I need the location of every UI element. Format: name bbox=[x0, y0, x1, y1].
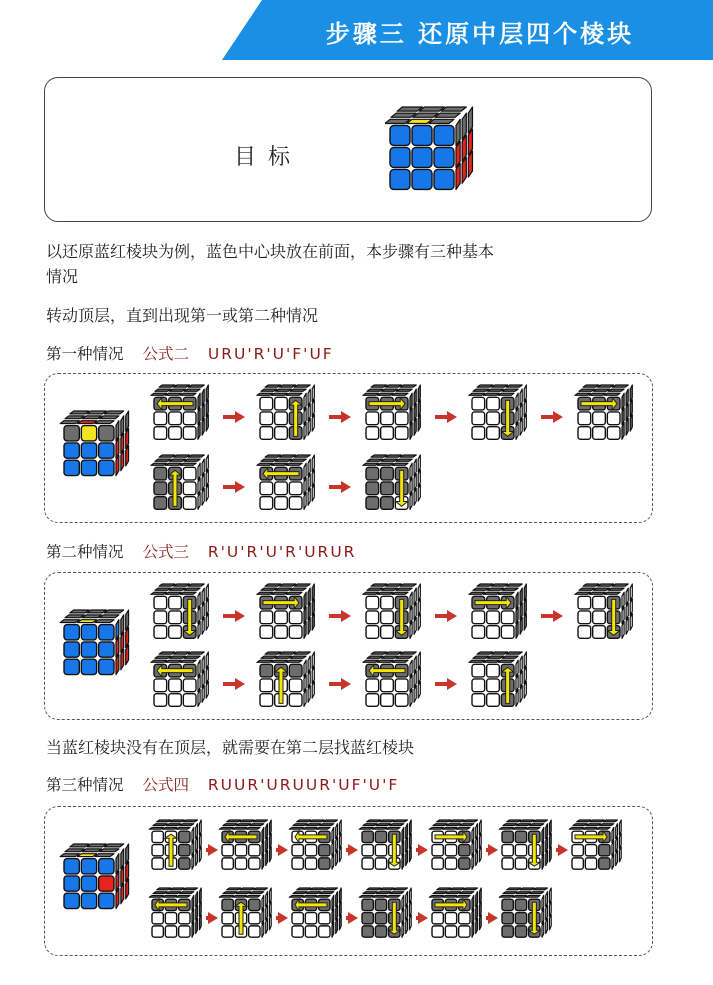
step-arrow-icon bbox=[346, 844, 358, 856]
case-2-step-cube-5 bbox=[575, 584, 632, 638]
step-arrow-icon bbox=[541, 411, 563, 423]
goal-label: 目标 bbox=[234, 145, 303, 170]
step-arrow-icon bbox=[541, 610, 563, 622]
case-1-heading bbox=[46, 342, 334, 364]
case-3-step-cube-9 bbox=[219, 888, 271, 937]
intro-line-1: 以还原蓝红棱块为例，蓝色中心块放在前面，本步骤有三种基本 bbox=[46, 242, 495, 261]
case-2-step-cube-1 bbox=[151, 584, 208, 638]
step-arrow-icon bbox=[329, 610, 351, 622]
step-arrow-icon bbox=[435, 610, 457, 622]
case-3-heading bbox=[46, 773, 399, 795]
case-1-step-cube-2 bbox=[257, 385, 314, 439]
case-1-name: 第一种情况 bbox=[46, 345, 124, 363]
case-2-step-cube-6 bbox=[151, 652, 208, 706]
case-3-step-cube-4 bbox=[359, 820, 411, 869]
intro-line-2: 情况 bbox=[46, 267, 79, 286]
case-3-step-cube-1 bbox=[149, 820, 201, 869]
case-3-start-cube bbox=[60, 844, 128, 909]
case-3-step-cube-10 bbox=[289, 888, 341, 937]
case-3-step-cube-12 bbox=[429, 888, 481, 937]
case-3-step-cube-11 bbox=[359, 888, 411, 937]
case-3-diagram bbox=[45, 807, 651, 954]
step-arrow-icon bbox=[276, 912, 288, 924]
case-1-step-cube-4 bbox=[469, 385, 526, 439]
step-arrow-icon bbox=[206, 912, 218, 924]
step-arrow-icon bbox=[223, 678, 245, 690]
case-3-step-cube-2 bbox=[219, 820, 271, 869]
case-2-diagram bbox=[45, 573, 651, 718]
step-arrow-icon bbox=[416, 844, 428, 856]
case-1-step-cube-1 bbox=[151, 385, 208, 439]
case-2-step-cube-3 bbox=[363, 584, 420, 638]
step-arrow-icon bbox=[329, 678, 351, 690]
case-2-step-cube-2 bbox=[257, 584, 314, 638]
case-2-start-cube bbox=[60, 610, 128, 675]
case-3-step-cube-8 bbox=[149, 888, 201, 937]
case-1-formula-name: 公式二 bbox=[142, 345, 189, 363]
header-banner bbox=[222, 0, 713, 60]
case-1-step-cube-8 bbox=[363, 455, 420, 509]
case-2-formula: R'U'R'U'R'URUR bbox=[207, 543, 357, 561]
case-2-step-cube-4 bbox=[469, 584, 526, 638]
step-arrow-icon bbox=[556, 844, 568, 856]
case-2-box bbox=[44, 572, 653, 720]
step-arrow-icon bbox=[223, 411, 245, 423]
case-3-formula: RUUR'URUUR'UF'U'F bbox=[207, 776, 400, 794]
case-2-heading bbox=[46, 540, 356, 562]
case-2-name: 第二种情况 bbox=[46, 543, 124, 561]
case-2-step-cube-9 bbox=[469, 652, 526, 706]
case-3-step-cube-3 bbox=[289, 820, 341, 869]
step-arrow-icon bbox=[223, 610, 245, 622]
case-3-step-cube-7 bbox=[569, 820, 621, 869]
step-arrow-icon bbox=[486, 912, 498, 924]
case-2-step-cube-7 bbox=[257, 652, 314, 706]
case-2-step-cube-8 bbox=[363, 652, 420, 706]
step-arrow-icon bbox=[329, 411, 351, 423]
step-arrow-icon bbox=[276, 844, 288, 856]
case-1-step-cube-3 bbox=[363, 385, 420, 439]
step-arrow-icon bbox=[329, 481, 351, 493]
step-arrow-icon bbox=[223, 481, 245, 493]
case-1-step-cube-7 bbox=[257, 455, 314, 509]
step-arrow-icon bbox=[435, 678, 457, 690]
step-arrow-icon bbox=[435, 411, 457, 423]
case-3-step-cube-6 bbox=[499, 820, 551, 869]
case-1-diagram bbox=[45, 374, 651, 521]
goal-cube-shape bbox=[385, 107, 472, 189]
case-2-formula-name: 公式三 bbox=[142, 543, 189, 561]
case-1-box bbox=[44, 373, 653, 523]
goal-cube bbox=[385, 102, 485, 206]
case-3-step-cube-5 bbox=[429, 820, 481, 869]
goal-cube-icon bbox=[385, 102, 485, 202]
case-1-step-cube-6 bbox=[151, 455, 208, 509]
case-3-formula-name: 公式四 bbox=[142, 776, 189, 794]
step-arrow-icon bbox=[206, 844, 218, 856]
case-3-note: 当蓝红棱块没有在顶层，就需要在第二层找蓝红棱块 bbox=[46, 738, 415, 757]
case-3-step-cube-13 bbox=[499, 888, 551, 937]
goal-box bbox=[44, 77, 652, 222]
step-arrow-icon bbox=[346, 912, 358, 924]
case-3-box bbox=[44, 806, 653, 956]
step-arrow-icon bbox=[416, 912, 428, 924]
page-title: 步骤三 还原中层四个棱块 bbox=[325, 20, 635, 48]
case-3-name: 第三种情况 bbox=[46, 776, 124, 794]
case-1-step-cube-5 bbox=[575, 385, 632, 439]
intro-line-3: 转动顶层，直到出现第一或第二种情况 bbox=[46, 306, 319, 325]
case-1-formula: URU'R'U'F'UF bbox=[207, 345, 334, 363]
case-1-start-cube bbox=[60, 411, 128, 476]
step-arrow-icon bbox=[486, 844, 498, 856]
